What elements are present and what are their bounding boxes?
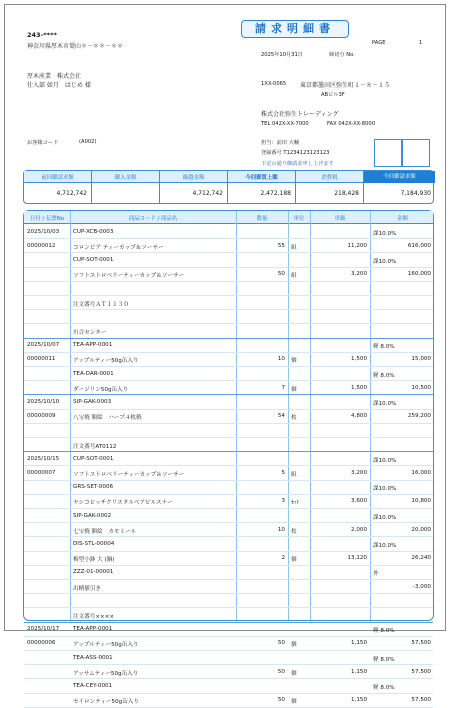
date-cell: 2025/10/03 xyxy=(27,228,60,235)
qty-cell: 54 xyxy=(277,413,285,420)
price-cell: 3,600 xyxy=(350,498,367,505)
qty-cell: 7 xyxy=(281,384,285,391)
unit-cell: 個 xyxy=(291,699,297,706)
unit-cell: 組 xyxy=(291,471,297,478)
unit-cell: 枚 xyxy=(291,528,297,535)
table-row xyxy=(24,410,433,424)
issuer-fax: FAX 042X-XX-8000 xyxy=(327,121,375,127)
unit-cell: 組 xyxy=(291,244,297,251)
table-row xyxy=(24,424,433,438)
summary-value-total: 7,184,930 xyxy=(400,190,431,197)
unit-cell: 個 xyxy=(291,642,297,649)
price-cell: 4,800 xyxy=(350,413,367,420)
summary-value: 4,712,742 xyxy=(192,190,223,197)
date-cell: 00000007 xyxy=(27,469,56,476)
amount-cell: 259,200 xyxy=(407,413,431,420)
table-row xyxy=(24,608,433,622)
qty-cell: 50 xyxy=(277,271,285,278)
table-row xyxy=(24,637,433,651)
table-row xyxy=(24,268,433,282)
product-cell: CUP-SOT-0001 xyxy=(73,256,114,263)
unit-cell: 個 xyxy=(291,557,297,564)
issuer-address: 東京都墨田区弥生町１－８－１５ xyxy=(300,82,391,89)
unit-cell: 枚 xyxy=(291,415,297,422)
table-row xyxy=(24,509,433,523)
table-row xyxy=(24,537,433,551)
tax-cell: 軽 8.0% xyxy=(373,344,395,351)
product-cell: コロンビア ティーカップ＆ソーサー xyxy=(73,244,164,251)
product-cell: 七宝焼 額絵 カモミール xyxy=(73,528,137,535)
invoice-note: 下記の通り御請求申し上げます xyxy=(261,161,334,167)
header-unit: 単位 xyxy=(293,216,305,222)
table-row xyxy=(24,438,433,452)
product-cell: TEA-APP-0001 xyxy=(73,626,113,633)
tax-cell: 課10.0% xyxy=(373,486,397,493)
table-row xyxy=(24,367,433,381)
summary-table xyxy=(23,170,434,204)
table-row xyxy=(24,495,433,509)
product-cell: TEA-DAR-0001 xyxy=(73,370,114,377)
product-cell: ソフトストロベリーティーカップ＆ソーサー xyxy=(73,273,185,280)
price-cell: 2,000 xyxy=(350,526,367,533)
summary-header: 今回御買上額 xyxy=(245,175,278,181)
customer-person: 仕入部 如月 はじめ 様 xyxy=(27,82,91,89)
customer-code: (A002) xyxy=(79,139,97,145)
customer-postal: 243-**** xyxy=(27,31,57,39)
table-row xyxy=(24,324,433,338)
product-cell: CUP-XCB-0003 xyxy=(73,228,114,235)
product-cell: SIP-GAK-0002 xyxy=(73,512,112,519)
amount-cell: 57,500 xyxy=(411,640,431,647)
tax-cell: 課10.0% xyxy=(373,542,397,549)
product-cell: ZZZ-01-00001 xyxy=(73,569,114,576)
issuer-person: 担当：前田 大輔 xyxy=(261,140,299,146)
table-row xyxy=(24,580,433,594)
date-cell: 2025/10/10 xyxy=(27,398,60,405)
tax-cell: 外 xyxy=(373,571,379,578)
table-row xyxy=(24,310,433,324)
summary-header: 前回御請求額 xyxy=(41,175,74,181)
product-cell: アッサムティー50g缶入り xyxy=(73,670,139,677)
product-cell: ダージリン50g缶入り xyxy=(73,386,129,393)
product-cell: 八宝焼 額絵 ハーブ４枚焼 xyxy=(73,415,142,422)
table-row xyxy=(24,566,433,580)
table-row xyxy=(24,381,433,395)
qty-cell: 3 xyxy=(281,498,285,505)
table-row xyxy=(24,296,433,310)
customer-address: 神奈川県厚木市葉山＊－＊＊－＊＊ xyxy=(27,43,124,50)
product-cell: 梅型小鉢 大 (銅) xyxy=(73,557,115,564)
product-cell: 出精値引き xyxy=(73,585,101,592)
issuer-postal: 1XX-0065 xyxy=(261,81,287,87)
product-cell: セイロンティー50g缶入り xyxy=(73,699,139,706)
product-cell: DIS-STL-00004 xyxy=(73,540,115,547)
price-cell: 1,500 xyxy=(350,356,367,363)
table-row xyxy=(24,552,433,566)
unit-cell: ｾｯﾄ xyxy=(291,500,300,507)
document-title: 請求明細書 xyxy=(241,20,349,38)
table-row xyxy=(24,594,433,608)
price-cell: 1,500 xyxy=(350,384,367,391)
amount-cell: 10,800 xyxy=(411,498,431,505)
table-row xyxy=(24,694,433,708)
invoice-date: 2025年10月31日 xyxy=(261,52,303,58)
price-cell: 1,150 xyxy=(350,668,367,675)
table-row xyxy=(24,665,433,679)
stamp-box-1 xyxy=(374,139,402,167)
table-row xyxy=(24,395,433,409)
tax-cell: 軽 8.0% xyxy=(373,372,395,379)
amount-cell: 616,000 xyxy=(407,242,431,249)
product-cell: TEA-CEY-0001 xyxy=(73,682,113,689)
summary-header: 消費税 xyxy=(321,175,338,181)
table-row xyxy=(24,679,433,693)
unit-cell: 個 xyxy=(291,358,297,365)
amount-cell: 160,000 xyxy=(407,271,431,278)
table-row xyxy=(24,253,433,267)
table-row xyxy=(24,339,433,353)
table-row xyxy=(24,353,433,367)
amount-cell: 15,000 xyxy=(411,356,431,363)
product-cell: GRS-SET-0006 xyxy=(73,484,114,491)
qty-cell: 10 xyxy=(277,526,285,533)
date-cell: 00000009 xyxy=(27,413,56,420)
product-cell: 注文番号×××× xyxy=(73,613,115,620)
date-cell: 2025/10/15 xyxy=(27,455,60,462)
header-qty: 数量 xyxy=(256,216,268,222)
amount-cell: 16,000 xyxy=(411,469,431,476)
price-cell: 11,200 xyxy=(347,242,367,249)
unit-cell: 個 xyxy=(291,670,297,677)
table-row xyxy=(24,282,433,296)
customer-code-label: お客様コード xyxy=(27,140,59,146)
table-row xyxy=(24,225,433,239)
tax-cell: 課10.0% xyxy=(373,457,397,464)
product-cell: 注文番号ＡＴ１１３０ xyxy=(73,301,129,308)
table-row xyxy=(24,481,433,495)
summary-header: 繰越金額 xyxy=(182,175,205,181)
issuer-tel: TEL 042X-XX-7000 xyxy=(261,121,309,127)
price-cell: 13,120 xyxy=(347,555,367,562)
price-cell: 3,200 xyxy=(350,271,367,278)
summary-value: 2,472,188 xyxy=(260,190,291,197)
issuer-company: 株式会社弥生トレーディング xyxy=(261,111,339,118)
qty-cell: 2 xyxy=(281,555,285,562)
invoice-page xyxy=(4,4,446,706)
qty-cell: 50 xyxy=(277,668,285,675)
product-cell: 川合センター xyxy=(73,329,107,336)
product-cell: アップルティー50g缶入り xyxy=(73,642,139,649)
amount-cell: 57,500 xyxy=(411,668,431,675)
price-cell: 1,150 xyxy=(350,697,367,704)
summary-header-total: 今回御請求額 xyxy=(364,171,435,183)
tax-cell: 課10.0% xyxy=(373,514,397,521)
product-cell: アップルティー50g缶入り xyxy=(73,358,139,365)
qty-cell: 50 xyxy=(277,697,285,704)
detail-table xyxy=(23,210,434,706)
table-row xyxy=(24,466,433,480)
header-price: 単価 xyxy=(334,216,346,222)
table-row xyxy=(24,523,433,537)
date-cell: 2025/10/17 xyxy=(27,626,60,633)
amount-cell: 10,500 xyxy=(411,384,431,391)
closing-label: 締切分 No. xyxy=(329,52,355,58)
qty-cell: 10 xyxy=(277,356,285,363)
product-cell: 注文番号AT0112 xyxy=(73,443,117,450)
table-row xyxy=(24,651,433,665)
date-cell: 2025/10/07 xyxy=(27,342,60,349)
issuer-registration: 登録番号 T1234123123123 xyxy=(261,150,330,156)
page-label: PAGE xyxy=(372,40,386,46)
customer-company: 厚木産業 株式会社 xyxy=(27,73,82,80)
product-cell: ヤシコピッチクリスタルペアピルスナー xyxy=(73,500,173,507)
table-row xyxy=(24,452,433,466)
qty-cell: 5 xyxy=(281,469,285,476)
tax-cell: 軽 8.0% xyxy=(373,684,395,691)
detail-header xyxy=(24,211,433,224)
unit-cell: 個 xyxy=(291,386,297,393)
tax-cell: 軽 8.0% xyxy=(373,656,395,663)
summary-value: 218,428 xyxy=(334,190,359,197)
amount-cell: 20,000 xyxy=(411,526,431,533)
price-cell: 3,200 xyxy=(350,469,367,476)
price-cell: 1,150 xyxy=(350,640,367,647)
product-cell: ソフトストロベリーティーカップ＆ソーサー xyxy=(73,471,185,478)
header-date: 日付 / 伝票No xyxy=(29,216,65,222)
qty-cell: 50 xyxy=(277,640,285,647)
table-row xyxy=(24,239,433,253)
issuer-building: ABビル3F xyxy=(321,92,345,98)
date-cell: 00000011 xyxy=(27,356,56,363)
tax-cell: 課10.0% xyxy=(373,258,397,265)
product-cell: SIP-GAK-0003 xyxy=(73,398,112,405)
summary-value: 4,712,742 xyxy=(56,190,87,197)
table-row xyxy=(24,623,433,637)
product-cell: CUP-SOT-0001 xyxy=(73,455,114,462)
tax-cell: 課10.0% xyxy=(373,400,397,407)
product-cell: TEA-APP-0001 xyxy=(73,342,113,349)
date-cell: 00000006 xyxy=(27,640,56,647)
stamp-box-2 xyxy=(402,139,430,167)
amount-cell: -3,000 xyxy=(412,583,431,590)
summary-header: 御入金額 xyxy=(114,175,137,181)
product-cell: TEA-ASS-0001 xyxy=(73,654,113,661)
tax-cell: 軽 8.0% xyxy=(373,628,395,635)
amount-cell: 57,500 xyxy=(411,697,431,704)
amount-cell: 26,240 xyxy=(411,555,431,562)
tax-cell: 課10.0% xyxy=(373,230,397,237)
date-cell: 00000012 xyxy=(27,242,56,249)
qty-cell: 55 xyxy=(277,242,285,249)
header-amount: 金額 xyxy=(397,216,408,222)
unit-cell: 組 xyxy=(291,273,297,280)
header-product: 商品コード / 商品名 xyxy=(128,216,178,222)
page-number: 1 xyxy=(419,40,423,46)
